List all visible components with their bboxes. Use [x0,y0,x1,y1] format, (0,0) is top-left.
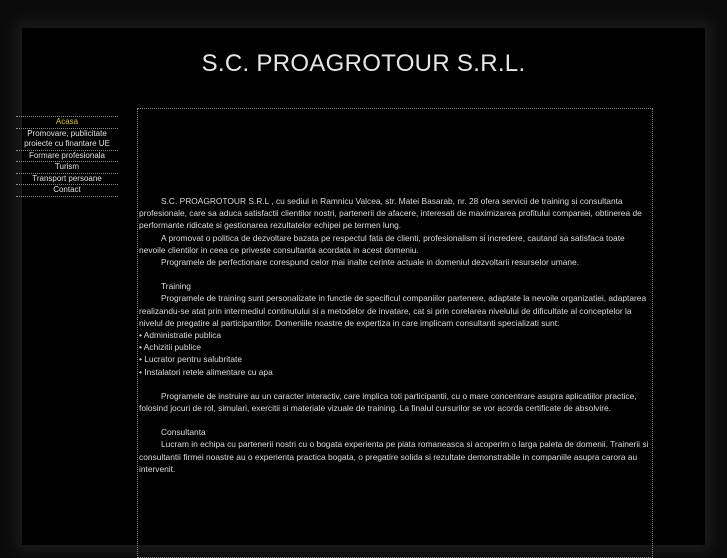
consulting-heading: Consultanta [161,427,206,438]
nav-item-transport[interactable]: Transport persoane [16,174,118,186]
nav-item-acasa[interactable]: Acasa [16,117,118,129]
nav-item-formare[interactable]: Formare profesionala [16,151,118,163]
domain-item: • Instalatori retele alimentare cu apa [139,366,273,377]
domain-item: • Achizitii publice [139,342,202,353]
training-heading: Training [161,281,191,292]
programs-paragraph: Programele de perfectionare corespund celor mai inalte cerinte actuale in domeniul dezvoltarii resurselor umane. [161,257,580,268]
site-title: S.C. PROAGROTOUR S.R.L. [201,50,526,77]
training-paragraph: Programele de training sunt personalizate in functie de specificul companiilor partenere, adaptate la nevoile organizatiei, adaptarea realizandu-se atat prin intermediul continutului si a metodelor de invatare, cat si prin corelarea nivelului de dificultate al conceptelor la nivelul de pregatire al participantilor. Domeniile noastre de expertiza in care implicam consultanti specializati sunt: [139,293,647,328]
content-text [139,195,653,475]
nav-item-contact[interactable]: Contact [16,185,118,197]
nav-item-turism[interactable]: Turism [16,162,118,174]
instruction-paragraph: Programele de instruire au un caracter interactiv, care implica toti participantii, cu o mare concentrare asupra aplicatiilor practice, folosind jocuri de rol, simulari, exercitii si materiale vizuale de training. La finalul cursurilor se vor acorda certificate de absolvire. [139,390,637,414]
consulting-paragraph: Lucram in echipa cu partenerii nostri cu o bogata experienta pe piata romaneasca si acoperim o larga paleta de domenii. Trainerii si consultantii firmei noastre au o experienta practica bogata, o pregatire solida si rezultate demonstrabile in companiile asupra carora au intervenit. [139,439,649,474]
nav-item-promovare[interactable]: Promovare, publicitate proiecte cu finantare UE [16,129,118,151]
main-nav [16,116,118,197]
domain-item: • Lucrator pentru salubritate [139,354,243,365]
domain-item: • Administratie publica [139,330,222,341]
policy-paragraph: A promovat o politica de dezvoltare bazata pe respectul fata de clienti, profesionalism si incredere, cautand sa satisfaca toate nevoile clientilor in ceea ce priveste consultanta acordata in acest domeniu. [139,232,625,255]
intro-paragraph: S.C. PROAGROTOUR S.R.L , cu sediul in Ramnicu Valcea, str. Matei Basarab, nr. 28 ofera servicii de training si consultanta profesionale, care sa aduca satisfactii clientilor nostri, partenerii de afacere, interesati de maximizarea profitului companiei, obtinerea de performante ridicate si gestionarea rezultatelor echipei pe termen lung. [139,196,642,231]
content-panel [137,108,653,558]
